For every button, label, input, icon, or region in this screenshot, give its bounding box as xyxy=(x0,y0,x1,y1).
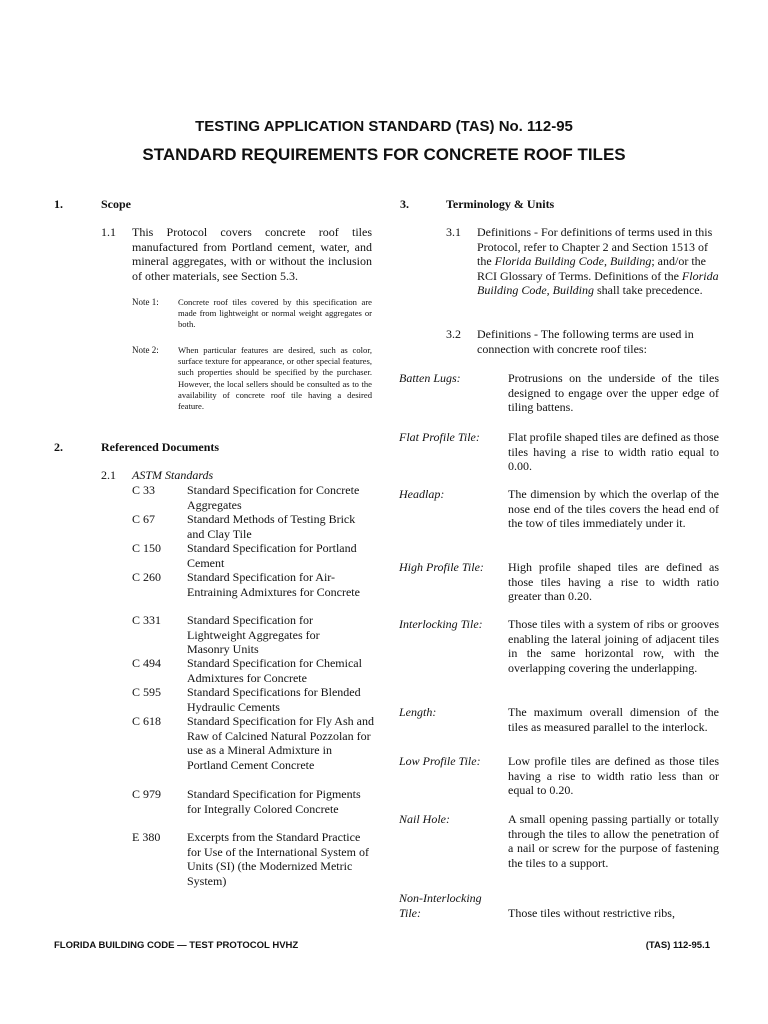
term: Flat Profile Tile: xyxy=(399,430,480,444)
term-definition: Those tiles with a system of ribs or grooves enabling the lateral joining of adjacent tiles in the same horizontal row, with the overlapping covering the underlapping. xyxy=(508,617,719,675)
astm-standards-heading: ASTM Standards xyxy=(132,468,214,482)
term: Nail Hole: xyxy=(399,812,450,826)
term: Length: xyxy=(399,705,437,719)
section-number: 1. xyxy=(54,197,63,211)
note-label: Note 2: xyxy=(132,345,159,355)
term: Interlocking Tile: xyxy=(399,617,483,631)
standard-description: Standard Methods of Testing Brick and Clay Tile xyxy=(187,512,356,541)
term-definition: A small opening passing partially or totally through the tiles to allow the penetration of a nail or screw for the purpose of fastening the tiles to a support. xyxy=(508,812,719,870)
term-definition: High profile shaped tiles are defined as those tiles having a rise to width ratio greater than 0.20. xyxy=(508,560,719,604)
standard-description: Standard Specification for Fly Ash and Raw of Calcined Natural Pozzolan for use as a Mineral Admixture in Portland Cement Concrete xyxy=(187,714,374,772)
document-title: TESTING APPLICATION STANDARD (TAS) No. 112-95 xyxy=(195,118,573,135)
term: Non-Interlocking Tile: xyxy=(399,891,482,920)
note-label: Note 1: xyxy=(132,297,159,307)
note-text: Concrete roof tiles covered by this specification are made from lightweight or normal weight aggregates or both. xyxy=(178,297,372,330)
footer-page-id: (TAS) 112-95.1 xyxy=(645,940,710,951)
note-text: When particular features are desired, such as color, surface texture for appearance, or other special features, such properties should be specified by the purchaser. However, the local sellers should be consulted as to the availability of concrete roof tile having a desired feature. xyxy=(178,345,372,412)
term-definition: Low profile tiles are defined as those tiles having a rise to width ratio less than or equal to 0.20. xyxy=(508,754,719,798)
definitions-intro: Definitions - The following terms are used in connection with concrete roof tiles: xyxy=(477,327,694,356)
term: High Profile Tile: xyxy=(399,560,484,574)
section-number: 2. xyxy=(54,440,63,454)
standard-code: C 67 xyxy=(132,512,156,526)
section-title-referenced-documents: Referenced Documents xyxy=(101,440,220,454)
paragraph-number: 3.2 xyxy=(446,327,461,341)
section-title-terminology: Terminology & Units xyxy=(446,197,555,211)
term-definition: Flat profile shaped tiles are defined as those tiles having a rise to width ratio equal to 0.00. xyxy=(508,430,719,474)
standard-code: C 618 xyxy=(132,714,162,728)
standard-code: C 150 xyxy=(132,541,162,555)
paragraph-number: 1.1 xyxy=(101,225,116,239)
standard-code: C 595 xyxy=(132,685,162,699)
term-definition: The maximum overall dimension of the tiles as measured parallel to the interlock. xyxy=(508,705,719,734)
section-title-scope: Scope xyxy=(101,197,131,211)
paragraph-number: 3.1 xyxy=(446,225,461,239)
standard-description: Standard Specification for Pigments for Integrally Colored Concrete xyxy=(187,787,361,816)
term: Headlap: xyxy=(399,487,445,501)
standard-code: C 331 xyxy=(132,613,162,627)
term-definition: Those tiles without restrictive ribs, xyxy=(508,906,675,920)
standard-description: Standard Specifications for Blended Hydraulic Cements xyxy=(187,685,361,714)
standard-code: C 260 xyxy=(132,570,162,584)
scope-paragraph: This Protocol covers concrete roof tiles manufactured from Portland cement, water, and mineral aggregates, with or without the inclusion of other materials, see Section 5.3. xyxy=(132,225,372,283)
term-definition: The dimension by which the overlap of the nose end of the tiles covers the head end of the tow of tiles immediately under it. xyxy=(508,487,719,531)
standard-description: Standard Specification for Air-Entraining Admixtures for Concrete xyxy=(187,570,360,599)
standard-description: Standard Specification for Portland Cement xyxy=(187,541,357,570)
footer-left: FLORIDA BUILDING CODE — TEST PROTOCOL HVHZ xyxy=(54,940,299,951)
standard-description: Standard Specification for Concrete Aggregates xyxy=(187,483,360,512)
standard-description: Excerpts from the Standard Practice for Use of the International System of Units (SI) (the Modernized Metric System) xyxy=(187,830,369,888)
paragraph-number: 2.1 xyxy=(101,468,116,482)
standard-code: E 380 xyxy=(132,830,161,844)
term: Batten Lugs: xyxy=(399,371,461,385)
terminology-paragraph: Definitions - For definitions of terms used in this Protocol, refer to Chapter 2 and Section 1513 of the Florida Building Code, Building; and/or the RCI Glossary of Terms. Definitions of the Florida Building Code, Building shall take precedence. xyxy=(477,225,719,298)
standard-description: Standard Specification for Lightweight Aggregates for Masonry Units xyxy=(187,613,320,657)
term-definition: Protrusions on the underside of the tiles designed to engage over the upper edge of tiling battens. xyxy=(508,371,719,415)
standard-description: Standard Specification for Chemical Admixtures for Concrete xyxy=(187,656,362,685)
standard-code: C 494 xyxy=(132,656,162,670)
term: Low Profile Tile: xyxy=(399,754,481,768)
standard-code: C 979 xyxy=(132,787,162,801)
section-number: 3. xyxy=(400,197,409,211)
document-subtitle: STANDARD REQUIREMENTS FOR CONCRETE ROOF TILES xyxy=(142,145,626,164)
standard-code: C 33 xyxy=(132,483,156,497)
